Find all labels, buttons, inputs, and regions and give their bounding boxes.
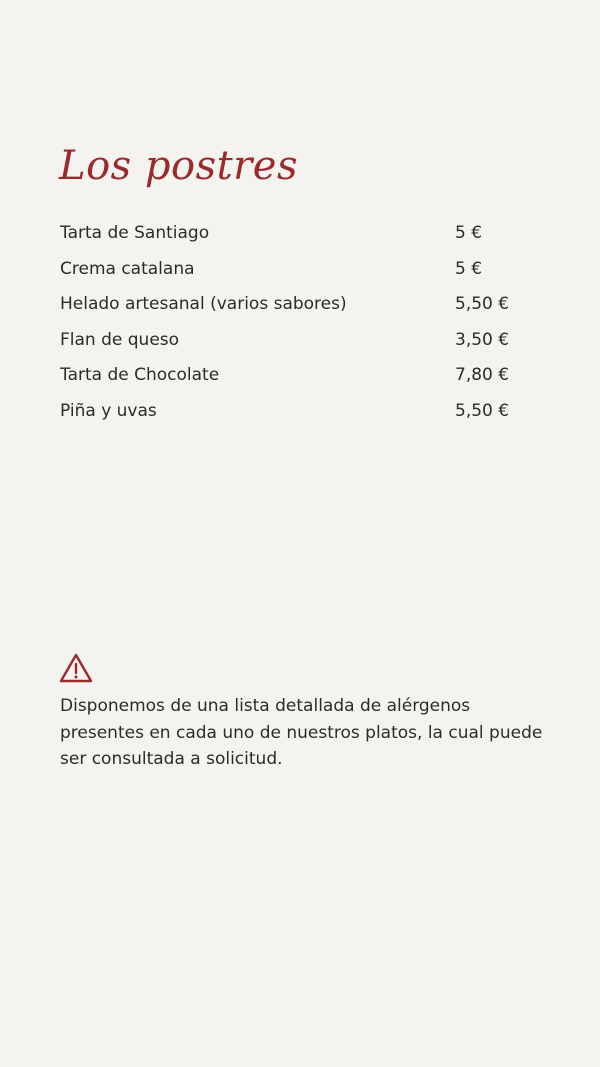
- menu-item-name: Helado artesanal (varios sabores): [60, 294, 347, 314]
- menu-item: [60, 394, 540, 430]
- menu-item-price: 5 €: [455, 258, 483, 279]
- menu-item: [60, 287, 540, 323]
- allergen-notice: Disponemos de una lista detallada de alérgenos presentes en cada uno de nuestros platos, la cual puede ser consultada a solicitud.: [60, 696, 543, 769]
- menu-item-price: 5,50 €: [455, 400, 510, 421]
- warning-icon: [59, 653, 93, 683]
- menu-item: [60, 252, 540, 288]
- menu-item-price: 5 €: [455, 223, 483, 243]
- menu-item-name: Flan de queso: [60, 329, 180, 350]
- menu-item-price: 5,50 €: [455, 294, 510, 314]
- menu-item-name: Crema catalana: [60, 258, 195, 279]
- menu-item: [60, 323, 540, 359]
- dessert-menu-list: [60, 216, 540, 429]
- menu-item: [60, 358, 540, 394]
- menu-item-name: Tarta de Chocolate: [60, 365, 220, 385]
- menu-item-price: 7,80 €: [455, 365, 510, 385]
- section-title: Los postres: [59, 143, 298, 189]
- menu-item-name: Piña y uvas: [60, 400, 157, 421]
- menu-item-name: Tarta de Santiago: [60, 223, 210, 243]
- menu-item-price: 3,50 €: [455, 329, 510, 350]
- menu-item: [60, 216, 540, 252]
